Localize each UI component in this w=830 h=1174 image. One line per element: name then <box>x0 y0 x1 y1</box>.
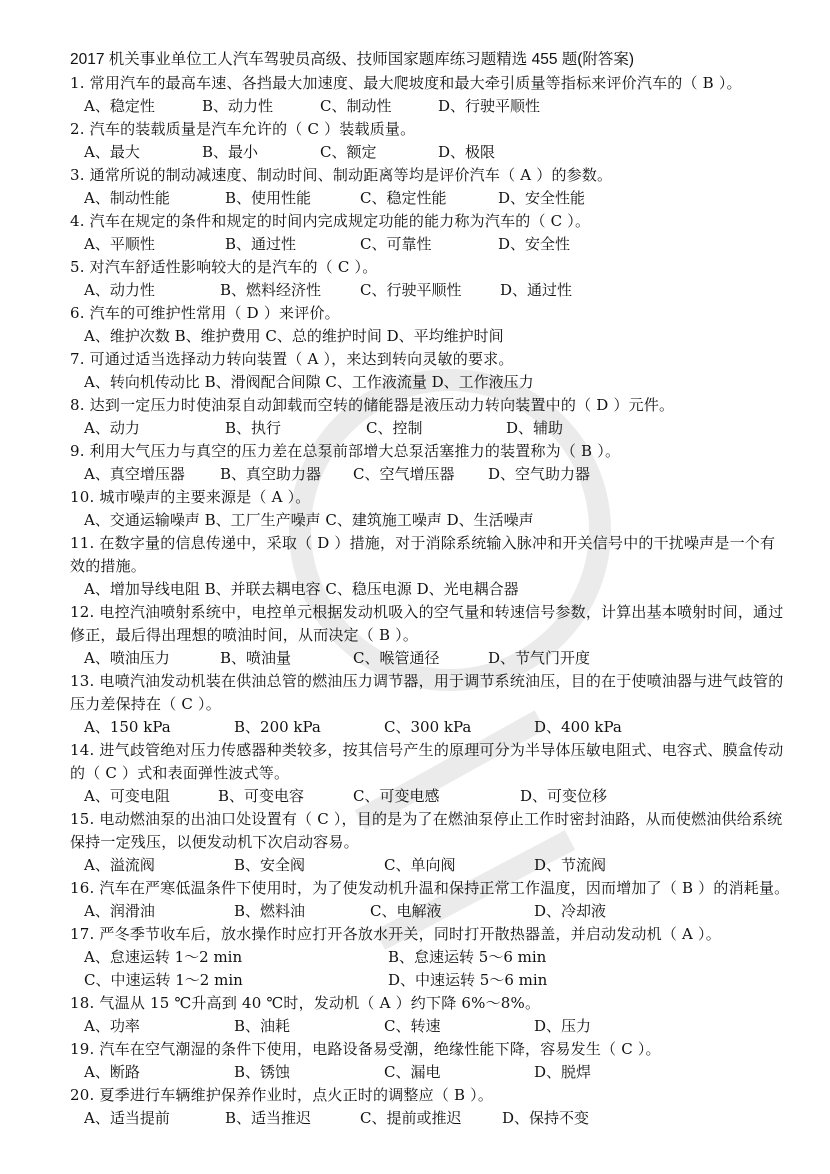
option: D、400 kPa <box>534 717 622 736</box>
option: D、冷却液 <box>534 901 607 920</box>
option: B、200 kPa <box>234 717 321 736</box>
question-text: 20. 夏季进行车辆维护保养作业时，点火正时的调整应（ B ）。 <box>70 1085 494 1104</box>
options-row <box>70 1107 790 1130</box>
option: C、控制 <box>366 418 423 437</box>
question-text: 3. 通常所说的制动减速度、制动时间、制动距离等均是评价汽车（ A ）的参数。 <box>70 165 613 184</box>
option: A、150 kPa <box>84 717 171 736</box>
option: B、适当推迟 <box>225 1108 312 1127</box>
option: D、中速运转 5～6 min <box>388 970 548 989</box>
options-row <box>70 1061 790 1084</box>
question-text: 16. 汽车在严寒低温条件下使用时，为了使发动机升温和保持正常工作温度，因而增加了（ B ）的消耗量。 <box>70 878 790 897</box>
option: B、可变电容 <box>218 786 305 805</box>
options-row <box>70 647 790 670</box>
question-text: 14. 进气歧管绝对压力传感器种类较多，按其信号产生的原理可分为半导体压敏电阻式、电容式、膜盒传动的（ C ）式和表面弹性波式等。 <box>70 740 784 782</box>
option: D、节气门开度 <box>488 648 591 667</box>
option: D、行驶平顺性 <box>438 96 541 115</box>
option: D、通过性 <box>500 280 573 299</box>
option: C、空气增压器 <box>353 464 455 483</box>
options-row <box>70 509 790 532</box>
option: C、可变电感 <box>353 786 440 805</box>
option: B、安全阀 <box>234 855 306 874</box>
question-text: 1. 常用汽车的最高车速、各挡最大加速度、最大爬坡度和最大牵引质量等指标来评价汽车的（ B ）。 <box>70 73 742 92</box>
question-text: 8. 达到一定压力时使油泵自动卸载而空转的储能器是液压动力转向装置中的（ D ）元件。 <box>70 395 675 414</box>
option: A、转向机传动比 B、滑阀配合间隙 C、工作液流量 D、工作液压力 <box>84 372 534 391</box>
option: D、可变位移 <box>520 786 608 805</box>
options-row <box>70 463 790 486</box>
document-title: 2017 机关事业单位工人汽车驾驶员高级、技师国家题库练习题精选 455 题(附答案) <box>70 51 635 68</box>
option: A、平顺性 <box>84 234 155 253</box>
options-row <box>70 279 790 302</box>
option: D、节流阀 <box>534 855 607 874</box>
option: A、动力 <box>84 418 140 437</box>
option: D、空气助力器 <box>488 464 591 483</box>
options-row <box>70 1015 790 1038</box>
option: A、动力性 <box>84 280 155 299</box>
option: B、燃料油 <box>234 901 306 920</box>
options-row <box>70 854 790 877</box>
question-text: 19. 汽车在空气潮湿的条件下使用，电路设备易受潮，绝缘性能下降，容易发生（ C ）。 <box>70 1039 661 1058</box>
option: A、喷油压力 <box>84 648 170 667</box>
option: A、稳定性 <box>84 96 155 115</box>
question-text: 11. 在数字量的信息传递中，采取（ D ）措施，对于消除系统输入脉冲和开关信号中的干扰噪声是一个有效的措施。 <box>70 533 776 575</box>
question-text: 9. 利用大气压力与真空的压力差在总泵前部增大总泵活塞推力的装置称为（ B ）。 <box>70 441 621 460</box>
option: A、溢流阀 <box>84 855 155 874</box>
question-text: 17. 严冬季节收车后，放水操作时应打开各放水开关，同时打开散热器盖，并启动发动机（ A ）。 <box>70 924 721 943</box>
option: C、喉管通径 <box>353 648 440 667</box>
option: B、执行 <box>225 418 282 437</box>
option: A、增加导线电阻 B、并联去耦电容 C、稳压电源 D、光电耦合器 <box>84 579 519 598</box>
option: B、油耗 <box>234 1016 291 1035</box>
option: D、极限 <box>438 142 496 161</box>
option: D、安全性能 <box>498 188 586 207</box>
option: B、锈蚀 <box>234 1062 291 1081</box>
options-row <box>70 95 790 118</box>
question-list <box>70 49 790 1130</box>
options-row <box>70 187 790 210</box>
option: C、300 kPa <box>384 717 472 736</box>
option: C、中速运转 1～2 min <box>84 970 243 989</box>
options-row <box>70 325 790 348</box>
option: D、脱焊 <box>534 1062 592 1081</box>
options-row <box>70 900 790 923</box>
option: C、行驶平顺性 <box>360 280 462 299</box>
question-text: 12. 电控汽油喷射系统中，电控单元根据发动机吸入的空气量和转速信号参数，计算出基本喷射时间，通过修正，最后得出理想的喷油时间，从而决定（ B ）。 <box>70 602 784 644</box>
option: A、功率 <box>84 1016 140 1035</box>
option: A、适当提前 <box>84 1108 170 1127</box>
option: B、通过性 <box>225 234 297 253</box>
question-text: 15. 电动燃油泵的出油口处设置有（ C ），目的是为了在燃油泵停止工作时密封油路，从而使燃油供给系统保持一定残压，以便发动机下次启动容易。 <box>70 809 783 851</box>
option: C、漏电 <box>384 1062 441 1081</box>
option: B、怠速运转 5～6 min <box>388 947 547 966</box>
option: B、使用性能 <box>225 188 312 207</box>
question-text: 7. 可通过适当选择动力转向装置（ A ），来达到转向灵敏的要求。 <box>70 349 514 368</box>
option: D、压力 <box>534 1016 592 1035</box>
option: A、交通运输噪声 B、工厂生产噪声 C、建筑施工噪声 D、生活噪声 <box>84 510 534 529</box>
option: B、燃料经济性 <box>220 280 322 299</box>
option: A、断路 <box>84 1062 140 1081</box>
option: B、真空助力器 <box>220 464 322 483</box>
options-row <box>70 946 790 969</box>
options-row <box>70 716 790 739</box>
option: A、怠速运转 1～2 min <box>84 947 243 966</box>
question-text: 10. 城市噪声的主要来源是（ A ）。 <box>70 487 311 506</box>
options-row <box>70 233 790 256</box>
option: C、可靠性 <box>360 234 432 253</box>
question-text: 6. 汽车的可维护性常用（ D ）来评价。 <box>70 303 340 322</box>
option: B、最小 <box>202 142 259 161</box>
options-row <box>70 969 790 992</box>
options-row <box>70 578 790 601</box>
option: A、维护次数 B、维护费用 C、总的维护时间 D、平均维护时间 <box>84 326 504 345</box>
option: A、润滑油 <box>84 901 155 920</box>
options-row <box>70 417 790 440</box>
option: B、喷油量 <box>220 648 292 667</box>
option: C、单向阀 <box>384 855 456 874</box>
option: C、转速 <box>384 1016 441 1035</box>
option: C、稳定性能 <box>360 188 447 207</box>
option: C、电解液 <box>370 901 442 920</box>
option: B、动力性 <box>202 96 274 115</box>
option: D、安全性 <box>498 234 571 253</box>
options-row <box>70 371 790 394</box>
question-text: 2. 汽车的装载质量是汽车允许的（ C ）装载质量。 <box>70 119 416 138</box>
option: A、最大 <box>84 142 140 161</box>
question-text: 4. 汽车在规定的条件和规定的时间内完成规定功能的能力称为汽车的（ C ）。 <box>70 211 591 230</box>
option: C、制动性 <box>320 96 392 115</box>
option: A、可变电阻 <box>84 786 170 805</box>
question-text: 18. 气温从 15 ℃升高到 40 ℃时，发动机（ A ）约下降 6%～8%。 <box>70 993 541 1012</box>
option: A、真空增压器 <box>84 464 185 483</box>
options-row <box>70 141 790 164</box>
option: A、制动性能 <box>84 188 170 207</box>
options-row <box>70 785 790 808</box>
option: C、额定 <box>320 142 377 161</box>
option: D、保持不变 <box>502 1108 590 1127</box>
option: C、提前或推迟 <box>360 1108 462 1127</box>
question-text: 5. 对汽车舒适性影响较大的是汽车的（ C ）。 <box>70 257 378 276</box>
question-text: 13. 电喷汽油发动机装在供油总管的燃油压力调节器，用于调节系统油压，目的在于使喷油器与进气歧管的压力差保持在（ C ）。 <box>70 671 784 713</box>
option: D、辅助 <box>506 418 564 437</box>
